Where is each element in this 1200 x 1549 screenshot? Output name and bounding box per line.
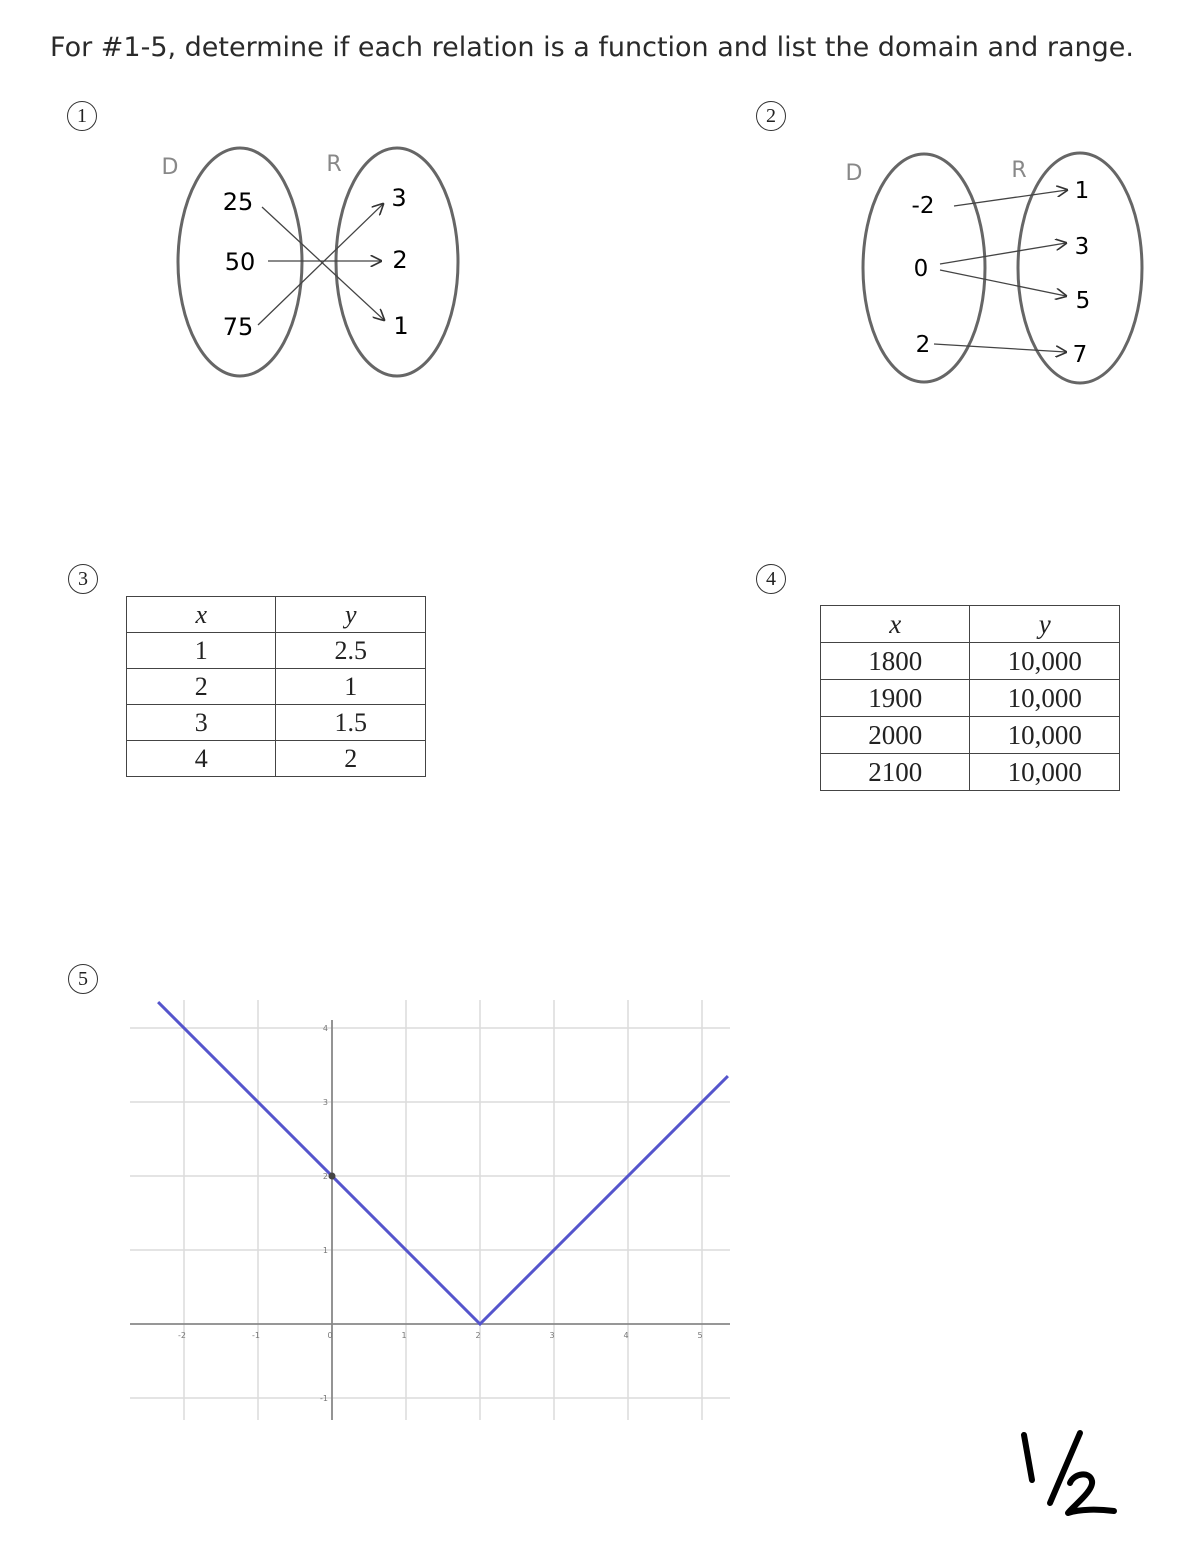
column-header: x bbox=[821, 606, 970, 643]
domain-value: 75 bbox=[222, 313, 254, 341]
column-header: x bbox=[127, 597, 276, 633]
range-label-1: R bbox=[326, 152, 342, 177]
x-tick-label: 3 bbox=[549, 1331, 555, 1340]
x-tick-label: 5 bbox=[697, 1331, 703, 1340]
series-line bbox=[158, 1002, 728, 1324]
domain-value: 25 bbox=[222, 188, 254, 216]
domain-value: 2 bbox=[915, 332, 931, 358]
range-value: 7 bbox=[1072, 342, 1088, 368]
range-label-2: R bbox=[1011, 158, 1027, 183]
range-value: 1 bbox=[393, 312, 409, 340]
column-header: y bbox=[276, 597, 426, 633]
range-value: 2 bbox=[392, 246, 408, 274]
table-cell: 1 bbox=[127, 633, 276, 669]
table-cell: 10,000 bbox=[970, 643, 1120, 680]
x-tick-label: 0 bbox=[327, 1331, 333, 1340]
x-tick-label: 1 bbox=[401, 1331, 407, 1340]
y-tick-label: 3 bbox=[322, 1098, 328, 1107]
domain-value: 50 bbox=[224, 248, 256, 276]
table-cell: 1800 bbox=[821, 643, 970, 680]
table-cell: 2 bbox=[276, 741, 426, 777]
table-cell: 1.5 bbox=[276, 705, 426, 741]
instructions: For #1-5, determine if each relation is a function and list the domain and range. bbox=[50, 32, 1134, 63]
table-cell: 2.5 bbox=[276, 633, 426, 669]
table-cell: 1 bbox=[276, 669, 426, 705]
table-cell: 2000 bbox=[821, 717, 970, 754]
problem-4-number: 4 bbox=[756, 564, 786, 594]
y-tick-label: 4 bbox=[322, 1024, 328, 1033]
problem-5-number: 5 bbox=[68, 964, 98, 994]
table-cell: 10,000 bbox=[970, 680, 1120, 717]
range-value: 3 bbox=[1074, 234, 1090, 260]
table-cell: 1900 bbox=[821, 680, 970, 717]
table-cell: 2 bbox=[127, 669, 276, 705]
domain-value: 0 bbox=[913, 256, 929, 282]
x-tick-label: -2 bbox=[178, 1331, 186, 1340]
data-point bbox=[329, 1173, 336, 1180]
handwritten-half bbox=[1010, 1425, 1130, 1525]
y-tick-label: 1 bbox=[322, 1246, 328, 1255]
y-tick-label: -1 bbox=[320, 1394, 328, 1403]
x-tick-label: 4 bbox=[623, 1331, 629, 1340]
domain-label-1: D bbox=[161, 155, 179, 180]
problem-1-number: 1 bbox=[67, 101, 97, 131]
problem-3-number: 3 bbox=[68, 564, 98, 594]
x-tick-label: -1 bbox=[252, 1331, 260, 1340]
range-value: 1 bbox=[1074, 178, 1090, 204]
table-cell: 3 bbox=[127, 705, 276, 741]
x-tick-label: 2 bbox=[475, 1331, 481, 1340]
range-value: 3 bbox=[391, 184, 407, 212]
problem-2-number: 2 bbox=[756, 101, 786, 131]
y-tick-label: 2 bbox=[322, 1172, 328, 1181]
column-header: y bbox=[970, 606, 1120, 643]
domain-label-2: D bbox=[845, 161, 863, 186]
domain-value: -2 bbox=[911, 193, 935, 219]
table-cell: 2100 bbox=[821, 754, 970, 791]
table-cell: 10,000 bbox=[970, 717, 1120, 754]
range-value: 5 bbox=[1075, 288, 1091, 314]
table-cell: 10,000 bbox=[970, 754, 1120, 791]
table-cell: 4 bbox=[127, 741, 276, 777]
svg-text:½: ½ bbox=[1070, 1485, 1071, 1486]
